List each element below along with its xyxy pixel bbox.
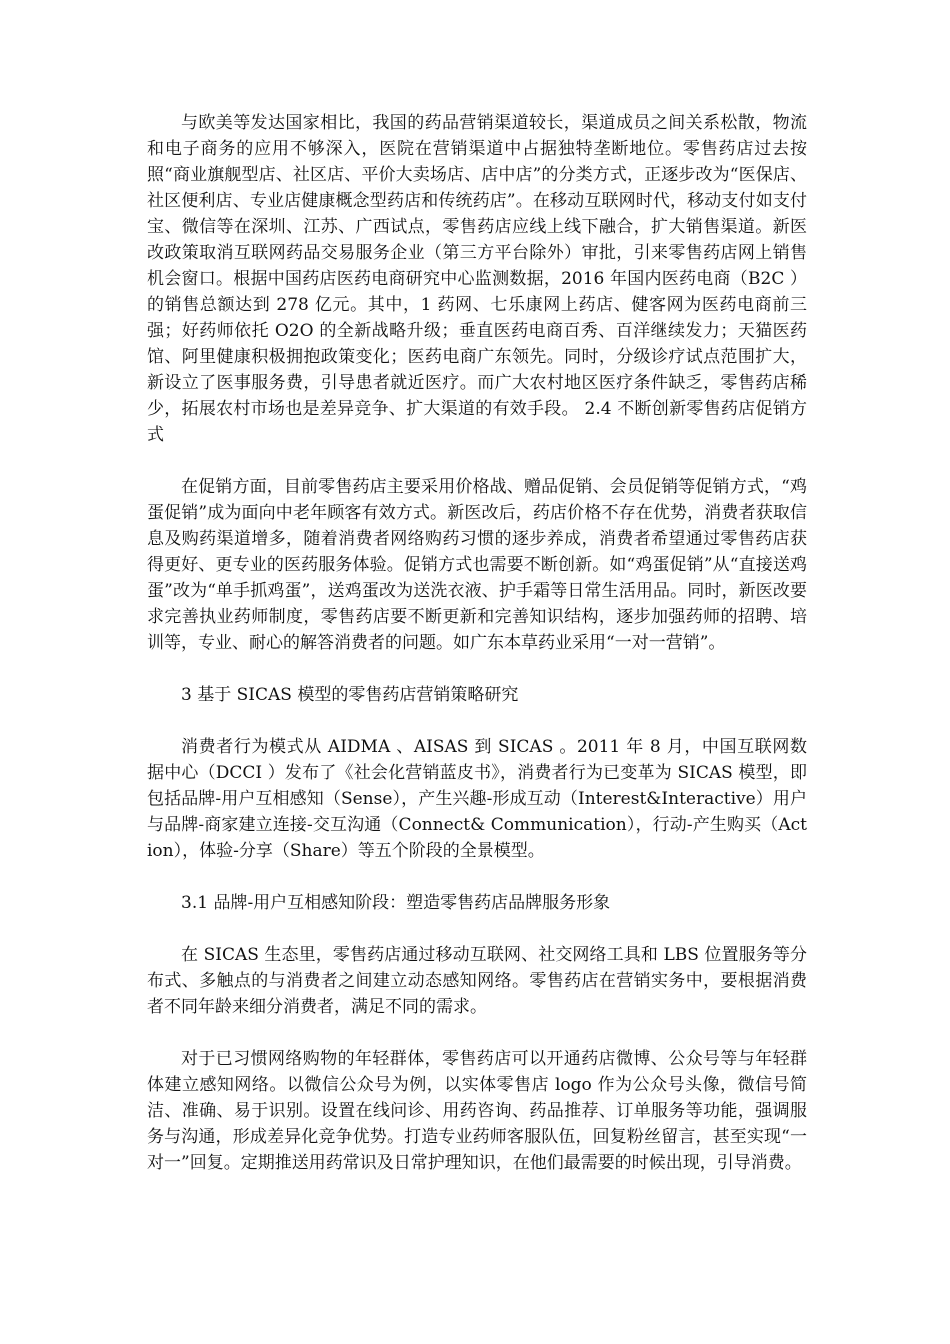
paragraph-promotion-methods: 在促销方面，目前零售药店主要采用价格战、赠品促销、会员促销等促销方式，“鸡蛋促销”成为面向中老年顾客有效方式。新医改后，药店价格不存在优势，消费者获取信息及购药渠道增多，随着消费者网络购药习惯的逐步养成，消费者希望通过零售药店获得更好、更专业的医药服务体验。促销方式也需要不断创新。如“鸡蛋促销”从“直接送鸡蛋”改为“单手抓鸡蛋”，送鸡蛋改为送洗衣液、护手霜等日常生活用品。同时，新医改要求完善执业药师制度，零售药店要不断更新和完善知识结构，逐步加强药师的招聘、培训等，专业、耐心的解答消费者的问题。如广东本草药业采用“一对一营销”。	[147, 477, 807, 653]
document-body	[147, 110, 807, 1202]
paragraph-marketing-channels: 与欧美等发达国家相比，我国的药品营销渠道较长，渠道成员之间关系松散，物流和电子商务的应用不够深入，医院在营销渠道中占据独特垄断地位。零售药店过去按照“商业旗舰型店、社区店、平价大卖场店、店中店”的分类方式，正逐步改为“医保店、社区便利店、专业店健康概念型药店和传统药店”。在移动互联网时代，移动支付如支付宝、微信等在深圳、江苏、广西试点，零售药店应线上线下融合，扩大销售渠道。新医改政策取消互联网药品交易服务企业（第三方平台除外）审批，引来零售药店网上销售机会窗口。根据中国药店医药电商研究中心监测数据，2016 年国内医药电商（B2C ）的销售总额达到 278 亿元。其中，1 药网、七乐康网上药店、健客网为医药电商前三强；好药师依托 O2O 的全新战略升级；垂直医药电商百秀、百洋继续发力；天猫医药馆、阿里健康积极拥抱政策变化；医药电商广东领先。同时，分级诊疗试点范围扩大，新设立了医事服务费，引导患者就近医疗。而广大农村地区医疗条件缺乏，零售药店稀少，拓展农村市场也是差异竞争、扩大渠道的有效手段。 2.4 不断创新零售药店促销方式	[147, 113, 807, 445]
paragraph-young-consumers: 对于已习惯网络购物的年轻群体，零售药店可以开通药店微博、公众号等与年轻群体建立感知网络。以微信公众号为例，以实体零售店 logo 作为公众号头像，微信号简洁、准确、易于识别。设置在线问诊、用药咨询、药品推荐、订单服务等功能，强调服务与沟通，形成差异化竞争优势。打造专业药师客服队伍，回复粉丝留言，甚至实现“一对一”回复。定期推送用药常识及日常护理知识，在他们最需要的时候出现，引导消费。	[147, 1049, 807, 1173]
section-heading-3-1: 3.1 品牌-用户互相感知阶段：塑造零售药店品牌服务形象	[181, 893, 611, 913]
paragraph-sicas-ecosystem: 在 SICAS 生态里，零售药店通过移动互联网、社交网络工具和 LBS 位置服务等分布式、多触点的与消费者之间建立动态感知网络。零售药店在营销实务中，要根据消费者不同年龄来细分消费者，满足不同的需求。	[147, 945, 807, 1017]
section-heading-3: 3 基于 SICAS 模型的零售药店营销策略研究	[181, 685, 519, 705]
paragraph-sicas-model: 消费者行为模式从 AIDMA 、AISAS 到 SICAS 。2011 年 8 月，中国互联网数据中心（DCCI ）发布了《社会化营销蓝皮书》，消费者行为已变革为 SICAS 模型，即包括品牌-用户互相感知（Sense），产生兴趣-形成互动（Interest&Interactive）用户与品牌-商家建立连接-交互沟通（Connect& Communication），行动-产生购买（Action），体验-分享（Share）等五个阶段的全景模型。	[147, 737, 807, 861]
